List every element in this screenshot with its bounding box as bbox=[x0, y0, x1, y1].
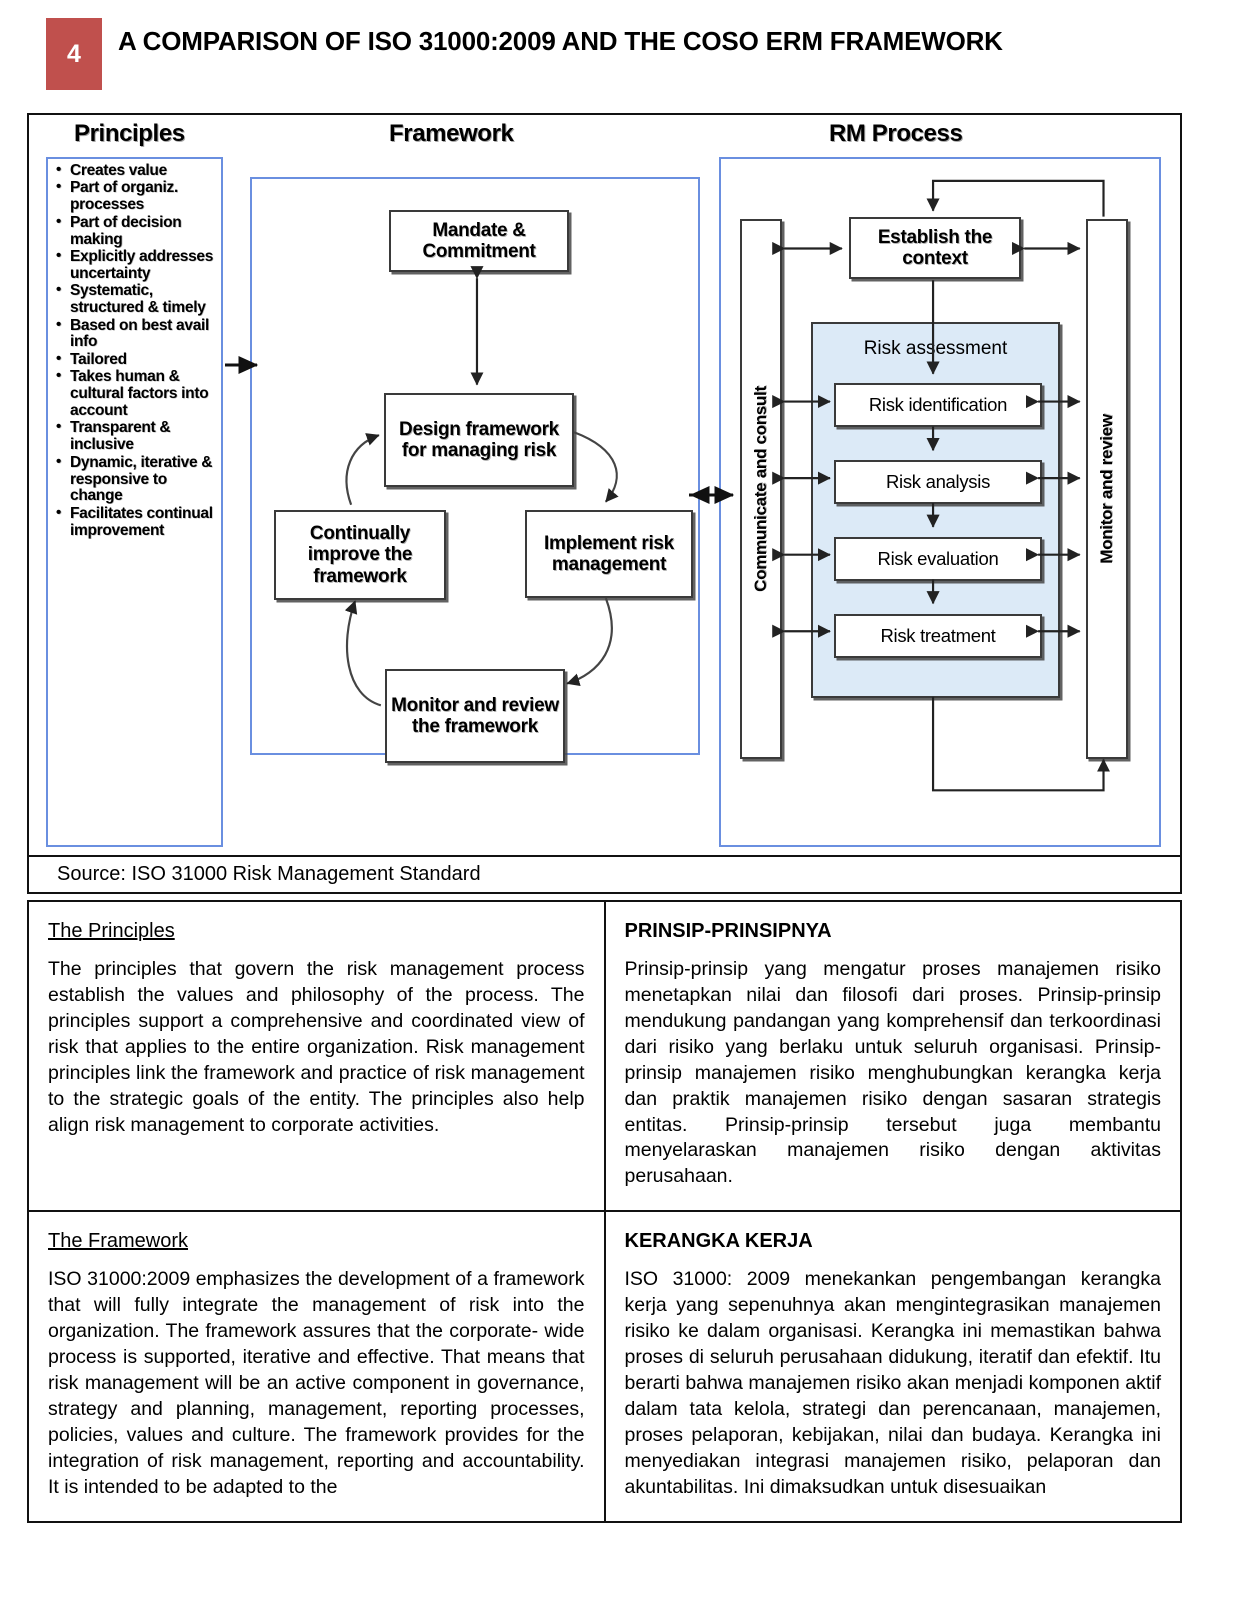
framework-panel bbox=[250, 177, 700, 755]
table-cell-framework-id bbox=[605, 1211, 1182, 1521]
cell-body-prinsip-prinsipnya: Prinsip-prinsip yang mengatur proses manajemen risiko menetapkan nilai dan filosofi dari proses. Prinsip-prinsip mendukung pandangan yang komprehensif dan terkoordinasi dari risiko yang berlaku untuk seluruh organisasi. Prinsip-prinsip manajemen risiko menghubungkan kerangka kerja dan praktik manajemen risiko dengan sasaran strategis entitas. Prinsip-prinsip tersebut juga membantu menyelaraskan manajemen risiko dengan aktivitas perusahaan. bbox=[624, 958, 1161, 1188]
monitor-and-review-bar bbox=[1086, 219, 1128, 759]
rm-box-risk-evaluation: Risk evaluation bbox=[834, 537, 1042, 581]
cell-title-the-principles: The Principles bbox=[48, 920, 175, 942]
principles-list-item: • Based on best avail info bbox=[56, 318, 215, 352]
rm-box-risk-identification: Risk identification bbox=[834, 383, 1042, 427]
principles-list-item: • Explicitly addresses uncertainty bbox=[56, 249, 215, 283]
communicate-and-consult-bar bbox=[740, 219, 782, 759]
rm-box-risk-analysis: Risk analysis bbox=[834, 460, 1042, 504]
communicate-and-consult-label: Communicate and consult bbox=[751, 386, 770, 592]
table-row bbox=[28, 1211, 1181, 1521]
table-cell-principles-id bbox=[605, 901, 1182, 1211]
framework-box-design: Design framework for managing risk bbox=[384, 393, 574, 487]
diagram-column-heading-framework: Framework bbox=[389, 120, 514, 147]
principles-list-item: • Takes human & cultural factors into account bbox=[56, 369, 215, 420]
rm-process-panel bbox=[719, 157, 1161, 847]
rm-box-establish-context: Establish the context bbox=[849, 217, 1021, 279]
comparison-table bbox=[27, 900, 1182, 1523]
source-text: Source: ISO 31000 Risk Management Standard bbox=[57, 863, 481, 885]
diagram-column-heading-principles: Principles bbox=[74, 120, 185, 147]
framework-box-improve: Continually improve the framework bbox=[274, 510, 446, 600]
principles-list-item: • Tailored bbox=[56, 352, 215, 369]
monitor-and-review-label: Monitor and review bbox=[1097, 414, 1116, 564]
section-number-badge: 4 bbox=[46, 18, 102, 90]
cell-title-prinsip-prinsipnya: PRINSIP-PRINSIPNYA bbox=[624, 920, 832, 942]
principles-list-item: • Facilitates continual improvement bbox=[56, 506, 215, 540]
principles-list-item: • Part of organiz. processes bbox=[56, 180, 215, 214]
principles-list-item: • Part of decision making bbox=[56, 215, 215, 249]
principles-list bbox=[56, 163, 215, 843]
rm-box-risk-treatment: Risk treatment bbox=[834, 614, 1042, 658]
principles-list-item: • Systematic, structured & timely bbox=[56, 283, 215, 317]
page-title: A COMPARISON OF ISO 31000:2009 AND THE COSO ERM FRAMEWORK bbox=[118, 26, 1003, 56]
page-header bbox=[0, 0, 1236, 100]
iso31000-diagram bbox=[27, 113, 1182, 894]
cell-body-the-framework: ISO 31000:2009 emphasizes the development of a framework that will fully integrate the management of risk into the organization. The framework assures that the corporate- wide process is supported, iterative and effective. That means that risk management will be an active component in governance, strategy and planning, management, reporting processes, policies, values and culture. The framework provides for the integration of risk management, reporting and accountability. It is intended to be adapted to the bbox=[48, 1268, 585, 1498]
framework-box-mandate: Mandate & Commitment bbox=[389, 210, 569, 272]
principles-list-item: • Transparent & inclusive bbox=[56, 420, 215, 454]
risk-assessment-group bbox=[811, 322, 1060, 698]
diagram-column-heading-rm-process: RM Process bbox=[829, 120, 963, 147]
principles-list-item: • Creates value bbox=[56, 163, 215, 180]
framework-box-implement: Implement risk management bbox=[525, 510, 693, 598]
table-cell-principles-en bbox=[28, 901, 605, 1211]
cell-title-kerangka-kerja: KERANGKA KERJA bbox=[624, 1230, 813, 1253]
table-cell-framework-en bbox=[28, 1211, 605, 1521]
cell-body-kerangka-kerja: ISO 31000: 2009 menekankan pengembangan kerangka kerja yang sepenuhnya akan mengintegrasikan manajemen risiko ke dalam organisasi. Kerangka ini memastikan bahwa proses di seluruh perusahaan didukung, iteratif dan efektif. Itu berarti bahwa manajemen risiko akan menjadi komponen aktif dalam tata kelola, strategi dan perencanaan, manajemen, proses pelaporan, kebijakan, nilai dan budaya. Kerangka ini menyediakan integrasi manajemen risiko, pelaporan dan akuntabilitas. Ini dimaksudkan untuk disesuaikan bbox=[624, 1268, 1161, 1498]
principles-list-item: • Dynamic, iterative & responsive to change bbox=[56, 455, 215, 506]
principles-panel bbox=[46, 157, 223, 847]
risk-assessment-title: Risk assessment bbox=[863, 338, 1008, 359]
table-row bbox=[28, 901, 1181, 1211]
source-row bbox=[27, 855, 1182, 894]
framework-box-monitor: Monitor and review the framework bbox=[385, 669, 565, 763]
cell-body-the-principles: The principles that govern the risk management process establish the values and philosophy of the process. The principles support a comprehensive and coordinated view of risk that applies to the entire organization. Risk management principles link the framework and practice of risk management to the strategic goals of the entity. The principles also help align risk management to corporate activities. bbox=[48, 958, 585, 1136]
cell-title-the-framework: The Framework bbox=[48, 1230, 189, 1253]
